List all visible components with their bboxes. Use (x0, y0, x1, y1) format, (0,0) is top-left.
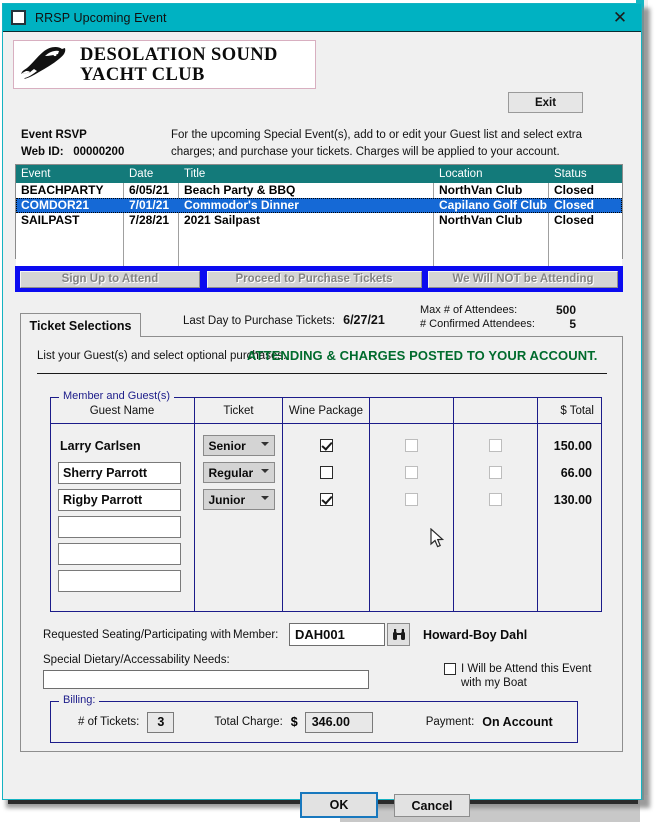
billing-legend: Billing: (59, 694, 99, 706)
cell-event: SAILPAST (16, 213, 124, 228)
close-icon[interactable]: ✕ (612, 8, 628, 28)
cell-event: BEACHPARTY (16, 183, 124, 198)
ticket-select-2[interactable] (203, 489, 275, 510)
last-day-value: 6/27/21 (343, 313, 385, 327)
rsvp-label: Event RSVP (21, 129, 87, 141)
num-tickets-value[interactable]: 3 (147, 712, 174, 733)
client-area (3, 32, 641, 813)
num-tickets-label: # of Tickets: (78, 716, 140, 728)
webid-label: Web ID: (21, 146, 64, 158)
cell-status: Closed (554, 183, 595, 197)
instructions-line1: For the upcoming Special Event(s), add to or edit your Guest list and select extra (171, 129, 583, 141)
guest-name-input-2[interactable] (58, 489, 181, 511)
total-value-0: 150.00 (553, 438, 592, 453)
dollar-sign: $ (290, 715, 298, 729)
club-name (80, 45, 278, 85)
option1-checkbox-0 (405, 439, 418, 452)
confirmed-attendees-value: 5 (569, 317, 576, 331)
guest-name-input-1[interactable] (58, 462, 181, 484)
webid-value: 00000200 (73, 146, 125, 158)
col-header-ticket: Ticket (195, 397, 283, 423)
binoculars-icon[interactable] (387, 623, 410, 646)
col-header-wine-package: Wine Package (283, 397, 370, 423)
table-row[interactable] (16, 213, 622, 228)
cell-title: Beach Party & BBQ (179, 183, 434, 198)
cell-location: NorthVan Club (434, 183, 549, 198)
cell-status: Closed (554, 198, 595, 212)
tab-ticket-selections[interactable]: Ticket Selections (20, 313, 141, 337)
panel-instruction: List your Guest(s) and select optional purchases. (37, 350, 287, 362)
chevron-down-icon (261, 442, 269, 446)
last-day-to-purchase (183, 313, 385, 327)
member-name: Larry Carlsen (60, 438, 141, 453)
payment-value: On Account (482, 715, 553, 729)
option2-column (454, 424, 538, 612)
option1-checkbox-2 (405, 493, 418, 506)
chevron-down-icon (261, 496, 269, 500)
ticket-select-2-value: Junior (208, 492, 246, 507)
chevron-down-icon (261, 469, 269, 473)
max-attendees-row (420, 303, 576, 317)
guest-row-3 (50, 513, 194, 540)
ticket-column (195, 424, 283, 612)
attend-with-boat-label (461, 662, 591, 690)
guest-name-input-4[interactable] (58, 543, 181, 565)
ok-button[interactable]: OK (300, 792, 378, 818)
total-column (538, 424, 602, 612)
ticket-select-0-value: Senior (208, 438, 246, 453)
ticket-select-1[interactable] (203, 462, 275, 483)
webid-line (21, 144, 124, 161)
confirmed-attendees-label: # Confirmed Attendees: (420, 318, 535, 330)
cell-date: 6/05/21 (124, 183, 179, 198)
guest-name-input-3[interactable] (58, 516, 181, 538)
wine-checkbox-2[interactable] (320, 493, 333, 506)
confirmed-attendees-row (420, 317, 576, 331)
member-guest-legend: Member and Guest(s) (59, 390, 174, 402)
guest-name-column (50, 424, 195, 612)
requested-seating-label: Requested Seating/Participating with (43, 629, 231, 641)
events-table[interactable] (15, 164, 623, 259)
club-logo-box (13, 40, 316, 89)
ticket-select-1-value: Regular (208, 465, 254, 480)
title-bar (3, 4, 641, 32)
col-header-event: Event (21, 168, 51, 180)
billing-content (50, 701, 578, 743)
guest-name-input-5[interactable] (58, 570, 181, 592)
col-header-option1 (370, 397, 454, 423)
col-header-total: $ Total (560, 405, 594, 417)
divider (37, 373, 607, 374)
ticket-select-0[interactable] (203, 435, 275, 456)
mouse-cursor (430, 528, 446, 550)
option1-column (370, 424, 454, 612)
attend-with-boat-label-line1: I Will be Attend this Event (461, 663, 592, 675)
proceed-to-purchase-tickets-button[interactable]: Proceed to Purchase Tickets (207, 271, 422, 288)
window-icon (11, 10, 26, 25)
option1-checkbox-1 (405, 466, 418, 479)
attend-with-boat-option (444, 662, 591, 690)
max-attendees-value: 500 (555, 303, 576, 317)
action-button-bar (15, 266, 623, 292)
total-charge-value: 346.00 (305, 712, 373, 733)
col-header-title: Title (184, 168, 206, 180)
guest-row-5 (50, 567, 194, 594)
wine-checkbox-0[interactable] (320, 439, 333, 452)
rrsp-upcoming-event-window (2, 3, 642, 813)
table-row-selected[interactable] (16, 198, 622, 213)
rsvp-header (21, 127, 124, 161)
guest-row-4 (50, 540, 194, 567)
cell-location: Capilano Golf Club (434, 198, 549, 213)
instructions-line2: charges; and purchase your tickets. Charges will be applied to your account. (171, 146, 560, 158)
guest-grid-header (50, 397, 602, 424)
orca-whale-logo (18, 43, 76, 87)
window-title: RRSP Upcoming Event (35, 10, 167, 25)
option2-checkbox-2 (489, 493, 502, 506)
cell-date: 7/28/21 (124, 213, 179, 228)
guest-row-2 (50, 486, 194, 513)
cell-location: NorthVan Club (434, 213, 549, 228)
total-value-2: 130.00 (553, 492, 592, 507)
attendee-stats (420, 303, 576, 331)
table-row[interactable] (16, 183, 622, 198)
max-attendees-label: Max # of Attendees: (420, 304, 518, 316)
total-value-1: 66.00 (560, 465, 592, 480)
cell-event: COMDOR21 (16, 198, 124, 213)
seating-member-name: Howard-Boy Dahl (423, 628, 528, 642)
cell-title: 2021 Sailpast (179, 213, 434, 228)
exit-button[interactable]: Exit (508, 92, 583, 113)
attend-with-boat-checkbox[interactable] (444, 663, 456, 675)
status-badge: ATTENDING & CHARGES POSTED TO YOUR ACCOUNT. (247, 348, 598, 363)
cell-status: Closed (554, 213, 595, 227)
wine-checkbox-1[interactable] (320, 466, 333, 479)
col-header-date: Date (129, 168, 154, 180)
cell-date: 7/01/21 (124, 198, 179, 213)
ticket-selections-panel (20, 336, 623, 752)
instructions (171, 127, 582, 161)
dietary-needs-label: Special Dietary/Accessability Needs: (43, 654, 230, 666)
club-name-line2: YACHT CLUB (80, 64, 205, 85)
guest-row-1 (50, 459, 194, 486)
option2-checkbox-1 (489, 466, 502, 479)
col-header-location: Location (439, 168, 483, 180)
attend-with-boat-label-line2: with my Boat (461, 677, 527, 689)
will-not-be-attending-button[interactable]: We Will NOT be Attending (428, 271, 618, 288)
dietary-needs-input[interactable] (43, 670, 369, 689)
cancel-button[interactable]: Cancel (394, 794, 470, 817)
seating-member-label: Member: (233, 629, 279, 641)
sign-up-to-attend-button[interactable]: Sign Up to Attend (20, 271, 200, 288)
option2-checkbox-0 (489, 439, 502, 452)
last-day-label: Last Day to Purchase Tickets: (183, 315, 336, 327)
col-header-guest-name: Guest Name (50, 397, 195, 423)
total-charge-label: Total Charge: (214, 716, 283, 728)
guest-grid (50, 397, 602, 612)
col-header-option2 (454, 397, 538, 423)
seating-member-input[interactable] (289, 623, 385, 646)
payment-label: Payment: (425, 716, 475, 728)
guest-row-0 (50, 432, 194, 459)
wine-package-column (283, 424, 370, 612)
col-header-status: Status (554, 168, 587, 180)
guest-grid-body (50, 424, 602, 612)
club-name-line1: DESOLATION SOUND (80, 44, 278, 65)
events-table-header (16, 165, 622, 183)
cell-title: Commodor's Dinner (179, 198, 434, 213)
